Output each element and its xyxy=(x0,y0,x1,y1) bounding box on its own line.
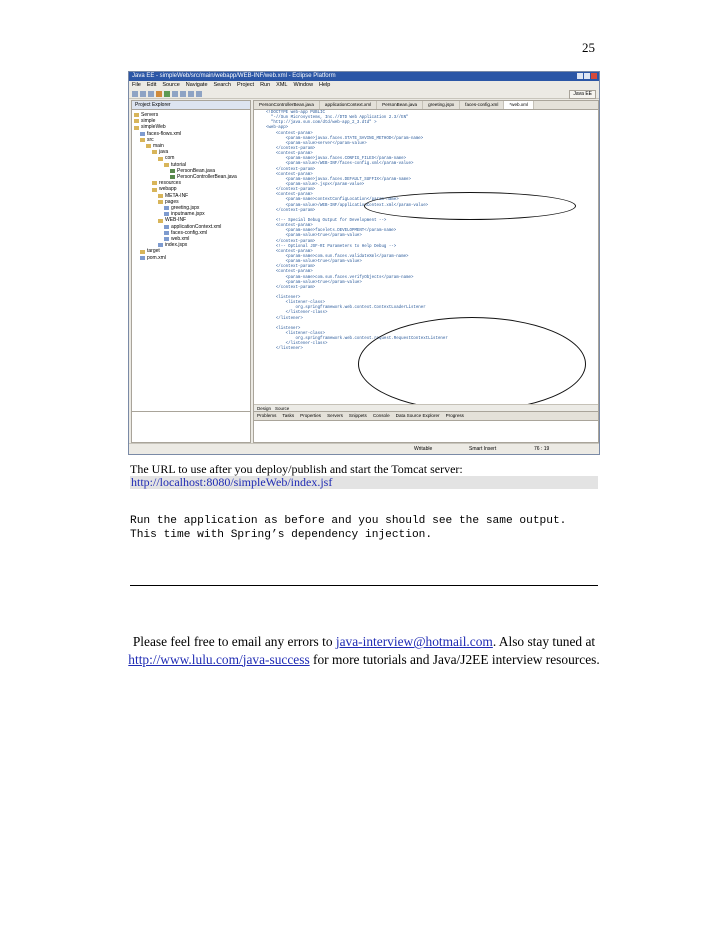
tree-item-label: faces-config.xml xyxy=(171,229,208,236)
code-line: <param-name>com.sun.faces.validateXml</param-name> xyxy=(266,254,409,259)
editor-mode-tabs xyxy=(254,404,598,411)
code-line: <param-value>/WEB-INF/faces-config.xml</param-value> xyxy=(266,162,414,167)
folder-icon xyxy=(164,163,169,167)
tree-item-label: PersonBean.java xyxy=(177,167,216,174)
code-line: </context-param> xyxy=(266,239,316,244)
code-line: <!-- Optional JSF-RI Parameters to Help Debug --> xyxy=(266,244,397,249)
file-icon xyxy=(164,225,169,229)
footer-text-1: Please feel free to email any errors to xyxy=(132,634,336,649)
tree-item-label: META-INF xyxy=(165,192,189,199)
code-line: <param-value>true</param-value> xyxy=(266,260,362,265)
menu-bar xyxy=(129,81,599,89)
outline-panel xyxy=(131,411,251,443)
close-icon xyxy=(591,73,597,79)
tree-item-label: simpleWeb xyxy=(141,124,166,131)
site-link[interactable]: http://www.lulu.com/java-success xyxy=(128,651,310,667)
menu-xml: XML xyxy=(276,82,288,88)
external-tools-icon xyxy=(172,91,178,97)
print-icon xyxy=(148,91,154,97)
back-icon xyxy=(188,91,194,97)
status-position: 76 : 19 xyxy=(534,446,550,452)
editor-tabs xyxy=(254,101,598,110)
folder-icon xyxy=(146,144,151,148)
tree-item[interactable] xyxy=(134,255,250,261)
tree-item-label: simple xyxy=(141,118,156,125)
code-line: <param-name>facelets.DEVELOPMENT</param-name> xyxy=(266,229,397,234)
code-line: <listener> xyxy=(266,296,301,301)
editor-tab[interactable]: applicationContext.xml xyxy=(320,101,377,109)
forward-icon xyxy=(196,91,202,97)
code-line: <param-value>/WEB-INF/applicationContext.xml</param-value> xyxy=(266,203,429,208)
code-line: <listener-class> xyxy=(266,301,325,306)
file-icon xyxy=(164,212,169,216)
folder-icon xyxy=(140,138,145,142)
tab-design: Design xyxy=(257,406,272,411)
code-line: <param-value>true</param-value> xyxy=(266,280,362,285)
folder-icon xyxy=(152,188,157,192)
menu-edit: Edit xyxy=(146,82,157,88)
code-line: <param-value>.jspx</param-value> xyxy=(266,182,365,187)
tree-item-label: faces-flows.xml xyxy=(147,130,182,137)
new-icon xyxy=(132,91,138,97)
menu-window: Window xyxy=(293,82,314,88)
tree-item-label: index.jspx xyxy=(165,242,188,249)
email-link[interactable]: java-interview@hotmail.com xyxy=(335,634,493,649)
folder-icon xyxy=(134,113,139,117)
tree-item-label: com xyxy=(165,155,175,162)
window-controls xyxy=(577,73,597,79)
console-tabs xyxy=(254,412,598,421)
code-line: <context-param> xyxy=(266,172,313,177)
code-line: <param-name>com.sun.faces.verifyObjects</param-name> xyxy=(266,275,414,280)
explorer-tab: Project Explorer xyxy=(132,101,250,110)
tree-item-label: resources xyxy=(159,180,181,187)
project-explorer xyxy=(131,100,251,412)
tree-item-label: web.xml xyxy=(171,236,190,243)
code-line: <context-param> xyxy=(266,193,313,198)
code-line: </listener> xyxy=(266,347,303,352)
code-line: </listener-class> xyxy=(266,311,328,316)
code-line: <listener-class> xyxy=(266,332,325,337)
tree-item-label: greeting.jspx xyxy=(171,205,200,212)
code-line: <context-param> xyxy=(266,224,313,229)
folder-icon xyxy=(158,200,163,204)
file-icon xyxy=(140,132,145,136)
console-tab[interactable]: Problems xyxy=(257,413,277,418)
code-line: <listener> xyxy=(266,326,301,331)
code-line: </context-param> xyxy=(266,208,316,213)
tree-item-label: applicationContext.xml xyxy=(171,223,222,230)
editor-tab[interactable]: *web.xml xyxy=(504,101,534,109)
code-line: <web-app> xyxy=(266,126,289,131)
console-tab[interactable]: Servers xyxy=(327,413,343,418)
perspective-switcher: Java EE xyxy=(569,90,596,99)
menu-navigate: Navigate xyxy=(185,82,208,88)
window-title: Java EE - simpleWeb/src/main/webapp/WEB-INF/web.xml - Eclipse Platform xyxy=(129,72,599,81)
tree-item-label: pages xyxy=(165,198,179,205)
code-line: </context-param> xyxy=(266,265,316,270)
code-line: </context-param> xyxy=(266,285,316,290)
code-line: <param-name>javax.faces.STATE_SAVING_METHOD</param-name> xyxy=(266,136,424,141)
highlight-ellipse-listeners xyxy=(358,317,586,411)
folder-icon xyxy=(158,157,163,161)
file-icon xyxy=(164,231,169,235)
tree-item-label: main xyxy=(153,143,164,150)
editor-tab[interactable]: greeting.jspx xyxy=(423,101,460,109)
divider xyxy=(130,585,598,586)
footer-text-2: . Also stay tuned at xyxy=(492,634,596,649)
tree-item-label: src xyxy=(147,136,154,143)
file-icon xyxy=(164,206,169,210)
code-line: </listener> xyxy=(266,316,303,321)
debug-icon xyxy=(156,91,162,97)
project-icon xyxy=(134,126,139,130)
menu-file: File xyxy=(132,82,141,88)
status-insert: Smart Insert xyxy=(469,446,497,452)
project-tree xyxy=(132,110,250,261)
minimize-icon xyxy=(577,73,583,79)
tree-item-label: pom.xml xyxy=(147,254,166,261)
console-tab[interactable]: Snippets xyxy=(348,413,367,418)
status-bar xyxy=(129,443,599,454)
url-intro-text: The URL to use after you deploy/publish and start the Tomcat server: xyxy=(130,462,463,476)
code-line: <param-name>javax.faces.DEFAULT_SUFFIX</param-name> xyxy=(266,177,411,182)
tree-item-label: tutorial xyxy=(171,161,187,168)
run-note: Run the application as before and you should see the same output. This time with Spring’s dependency injection. xyxy=(130,515,567,541)
code-line: <context-param> xyxy=(266,152,313,157)
editor-tab[interactable]: PersonBean.java xyxy=(377,101,423,109)
editor-tab[interactable]: PersonControllerBean.java xyxy=(254,101,320,109)
highlight-ellipse-context-config xyxy=(364,192,576,220)
console-tab[interactable]: Console xyxy=(372,413,390,418)
status-mode: Writable xyxy=(414,446,433,452)
java-file-icon xyxy=(170,175,175,179)
file-icon xyxy=(158,243,163,247)
file-icon xyxy=(164,237,169,241)
tree-item-label: WEB-INF xyxy=(165,217,187,224)
code-line: <param-value>true</param-value> xyxy=(266,234,362,239)
toolbar xyxy=(129,89,599,99)
xml-editor xyxy=(253,100,599,412)
folder-icon xyxy=(152,181,157,185)
folder-icon xyxy=(158,219,163,223)
tree-item-label: inputname.jspx xyxy=(171,211,205,218)
folder-icon xyxy=(152,150,157,154)
tab-source: Source xyxy=(275,406,290,411)
menu-project: Project xyxy=(236,82,255,88)
console-tab[interactable]: Properties xyxy=(300,413,322,418)
code-line: </context-param> xyxy=(266,146,316,151)
code-line: org.springframework.web.context.ContextLoaderListener xyxy=(266,306,426,311)
menu-source: Source xyxy=(162,82,180,88)
run-icon xyxy=(164,91,170,97)
folder-icon xyxy=(158,194,163,198)
code-line: <param-name>contextConfigLocation</param-name> xyxy=(266,198,399,203)
footer-note xyxy=(126,633,602,668)
tree-item-label: Servers xyxy=(141,112,159,118)
maximize-icon xyxy=(584,73,590,79)
search-icon xyxy=(180,91,186,97)
console-tab[interactable]: Tasks xyxy=(282,413,295,418)
editor-tab[interactable]: faces-config.xml xyxy=(460,101,504,109)
tree-item-label: target xyxy=(147,248,160,255)
tree-item-label: webapp xyxy=(159,186,177,193)
eclipse-screenshot xyxy=(128,71,600,455)
file-icon xyxy=(140,256,145,260)
code-line: <context-param> xyxy=(266,270,313,275)
code-line: "-//Sun Microsystems, Inc.//DTD Web Application 2.3//EN" xyxy=(266,116,409,121)
code-line: <param-value>server</param-value> xyxy=(266,141,367,146)
footer-text-3: for more tutorials and Java/J2EE interview resources. xyxy=(309,651,600,667)
code-line: <param-name>javax.faces.CONFIG_FILES</param-name> xyxy=(266,157,407,162)
code-line: "http://java.sun.com/dtd/web-app_2_3.dtd" > xyxy=(266,121,377,126)
save-icon xyxy=(140,91,146,97)
console-panel xyxy=(253,411,599,443)
project-icon xyxy=(134,119,139,123)
folder-icon xyxy=(140,250,145,254)
app-url-link[interactable]: http://localhost:8080/simpleWeb/index.jsf xyxy=(131,475,333,489)
console-tab[interactable]: Data Source Explorer xyxy=(395,413,440,418)
code-line: </listener-class> xyxy=(266,342,328,347)
code-line: </context-param> xyxy=(266,167,316,172)
menu-help: Help xyxy=(319,82,331,88)
code-line: <context-param> xyxy=(266,249,313,254)
page-number: 25 xyxy=(582,40,595,55)
tree-item-label: PersonControllerBean.java xyxy=(177,174,237,181)
console-tab[interactable]: Progress xyxy=(445,413,464,418)
code-line: </context-param> xyxy=(266,188,316,193)
menu-search: Search xyxy=(213,82,231,88)
menu-run: Run xyxy=(260,82,271,88)
code-line: <!DOCTYPE web-app PUBLIC xyxy=(266,111,325,115)
code-line: <context-param> xyxy=(266,131,313,136)
code-area xyxy=(254,110,598,353)
java-file-icon xyxy=(170,169,175,173)
code-line: <!-- Special Debug Output for Development --> xyxy=(266,218,387,223)
tree-item-label: java xyxy=(159,149,169,156)
code-line: org.springframework.web.context.request.RequestContextListener xyxy=(266,337,448,342)
